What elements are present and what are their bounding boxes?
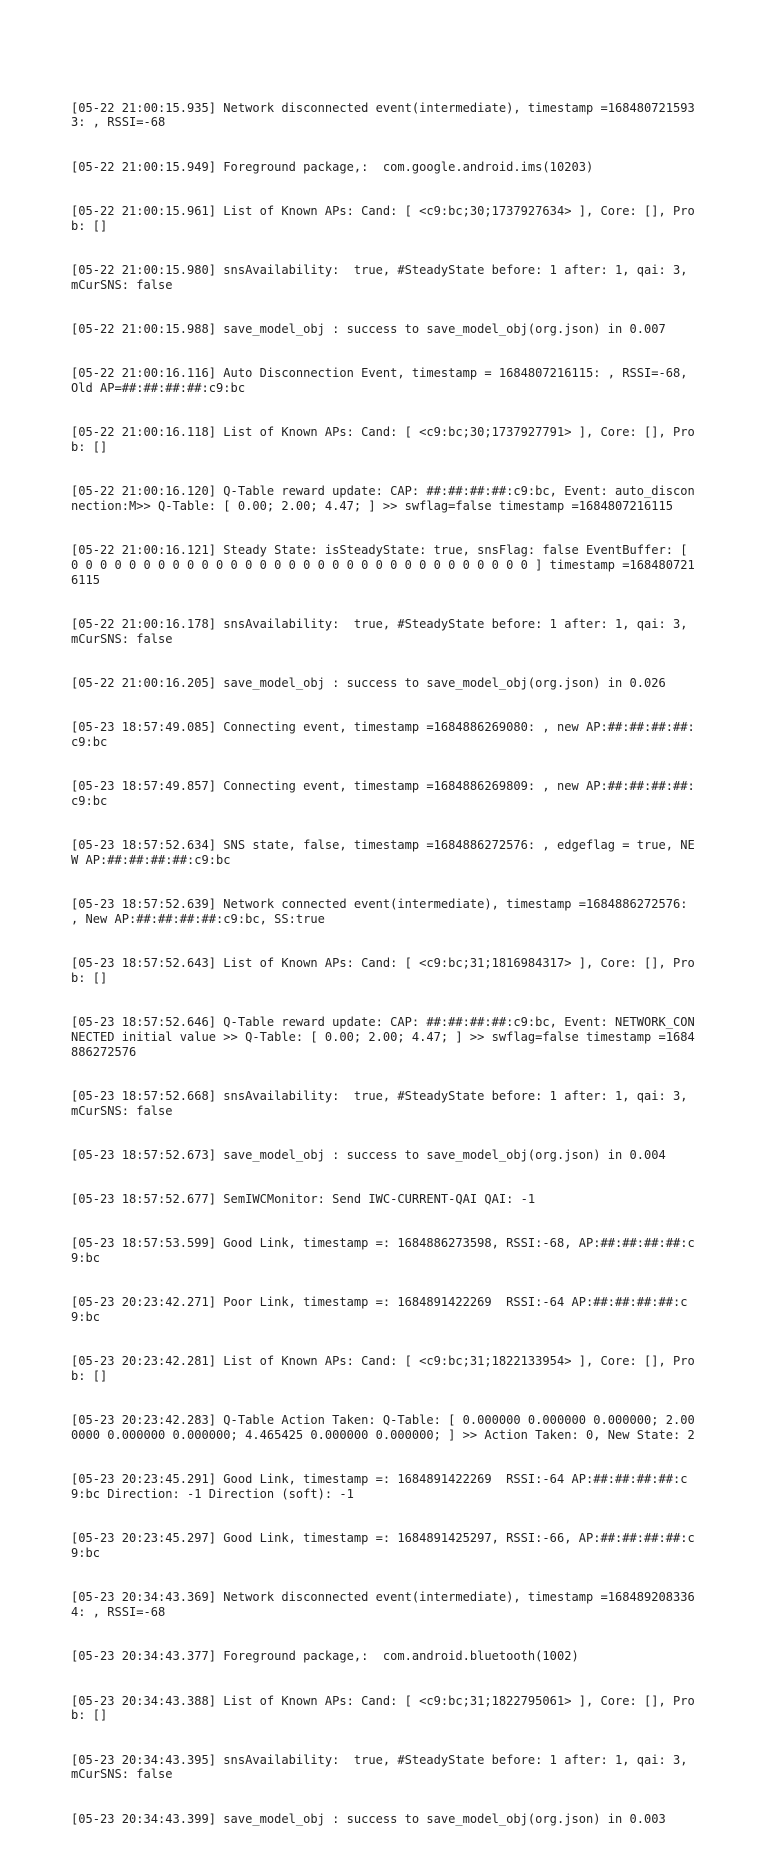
log-line: [05-23 18:57:52.643] List of Known APs: Cand: [ <c9:bc;31;1816984317> ], Core: [], Prob: [] [71, 956, 695, 985]
log-text-block [71, 71, 701, 1856]
log-line: [05-22 21:00:15.949] Foreground package,: com.google.android.ims(10203) [71, 159, 594, 174]
log-line: [05-22 21:00:16.120] Q-Table reward update: CAP: ##:##:##:##:c9:bc, Event: auto_disconnection:M>> Q-Table: [ 0.00; 2.00; 4.47; ] >> swflag=false timestamp =1684807216115 [71, 484, 695, 513]
log-line: [05-23 18:57:52.634] SNS state, false, timestamp =1684886272576: , edgeflag = true, NEW AP:##:##:##:##:c9:bc [71, 838, 695, 867]
log-line: [05-23 18:57:52.668] snsAvailability: true, #SteadyState before: 1 after: 1, qai: 3, mCurSNS: false [71, 1088, 695, 1118]
log-line: [05-22 21:00:16.121] Steady State: isSteadyState: true, snsFlag: false EventBuffer: [ 0 0 0 0 0 0 0 0 0 0 0 0 0 0 0 0 0 0 0 0 0 0 0 0 0 0 0 0 0 0 0 0 ] timestamp =1684807216115 [71, 543, 695, 587]
log-line: [05-23 18:57:52.646] Q-Table reward update: CAP: ##:##:##:##:c9:bc, Event: NETWORK_CONNECTED initial value >> Q-Table: [ 0.00; 2.00; 4.47; ] >> swflag=false timestamp =1684886272576 [71, 1015, 695, 1059]
log-line: [05-22 21:00:15.988] save_model_obj : success to save_model_obj(org.json) in 0.007 [71, 321, 666, 336]
log-line: [05-23 20:23:42.281] List of Known APs: Cand: [ <c9:bc;31;1822133954> ], Core: [], Prob: [] [71, 1354, 695, 1383]
log-line: [05-23 18:57:49.857] Connecting event, timestamp =1684886269809: , new AP:##:##:##:##:c9:bc [71, 779, 695, 808]
log-line: [05-23 18:57:52.639] Network connected event(intermediate), timestamp =1684886272576: , New AP:##:##:##:##:c9:bc, SS:true [71, 897, 695, 926]
log-line: [05-22 21:00:16.116] Auto Disconnection Event, timestamp = 1684807216115: , RSSI=-68, Old AP=##:##:##:##:c9:bc [71, 366, 695, 395]
log-line: [05-23 20:23:45.291] Good Link, timestamp =: 1684891422269 RSSI:-64 AP:##:##:##:##:c9:bc Direction: -1 Direction (soft): -1 [71, 1472, 688, 1501]
log-line: [05-22 21:00:16.205] save_model_obj : success to save_model_obj(org.json) in 0.026 [71, 675, 666, 690]
log-line: [05-22 21:00:15.935] Network disconnected event(intermediate), timestamp =1684807215933: , RSSI=-68 [71, 100, 695, 130]
log-line: [05-23 20:34:43.388] List of Known APs: Cand: [ <c9:bc;31;1822795061> ], Core: [], Prob: [] [71, 1693, 695, 1723]
log-line: [05-23 20:34:43.369] Network disconnected event(intermediate), timestamp =1684892083364: , RSSI=-68 [71, 1590, 695, 1619]
log-line: [05-23 20:34:43.399] save_model_obj : success to save_model_obj(org.json) in 0.003 [71, 1811, 666, 1826]
log-line: [05-23 20:23:42.271] Poor Link, timestamp =: 1684891422269 RSSI:-64 AP:##:##:##:##:c9:bc [71, 1295, 688, 1324]
log-line: [05-23 18:57:53.599] Good Link, timestamp =: 1684886273598, RSSI:-68, AP:##:##:##:##:c9:bc [71, 1236, 695, 1265]
log-line: [05-23 20:23:42.283] Q-Table Action Taken: Q-Table: [ 0.000000 0.000000 0.000000; 2.000000 0.000000 0.000000; 4.465425 0.000000 0.000000; ] >> Action Taken: 0, New State: 2 [71, 1413, 695, 1442]
log-line: [05-23 18:57:52.673] save_model_obj : success to save_model_obj(org.json) in 0.004 [71, 1147, 666, 1162]
log-line: [05-22 21:00:15.980] snsAvailability: true, #SteadyState before: 1 after: 1, qai: 3, mCurSNS: false [71, 262, 695, 292]
log-line: [05-22 21:00:16.178] snsAvailability: true, #SteadyState before: 1 after: 1, qai: 3, mCurSNS: false [71, 616, 695, 646]
log-line: [05-23 18:57:49.085] Connecting event, timestamp =1684886269080: , new AP:##:##:##:##:c9:bc [71, 720, 695, 749]
log-line: [05-22 21:00:16.118] List of Known APs: Cand: [ <c9:bc;30;1737927791> ], Core: [], Prob: [] [71, 425, 695, 454]
log-line: [05-23 20:34:43.395] snsAvailability: true, #SteadyState before: 1 after: 1, qai: 3, mCurSNS: false [71, 1752, 695, 1782]
log-line: [05-23 20:23:45.297] Good Link, timestamp =: 1684891425297, RSSI:-66, AP:##:##:##:##:c9:bc [71, 1531, 695, 1560]
log-line: [05-23 20:34:43.377] Foreground package,: com.android.bluetooth(1002) [71, 1649, 579, 1664]
log-line: [05-22 21:00:15.961] List of Known APs: Cand: [ <c9:bc;30;1737927634> ], Core: [], Prob: [] [71, 203, 695, 233]
log-line: [05-23 18:57:52.677] SemIWCMonitor: Send IWC-CURRENT-QAI QAI: -1 [71, 1192, 536, 1206]
